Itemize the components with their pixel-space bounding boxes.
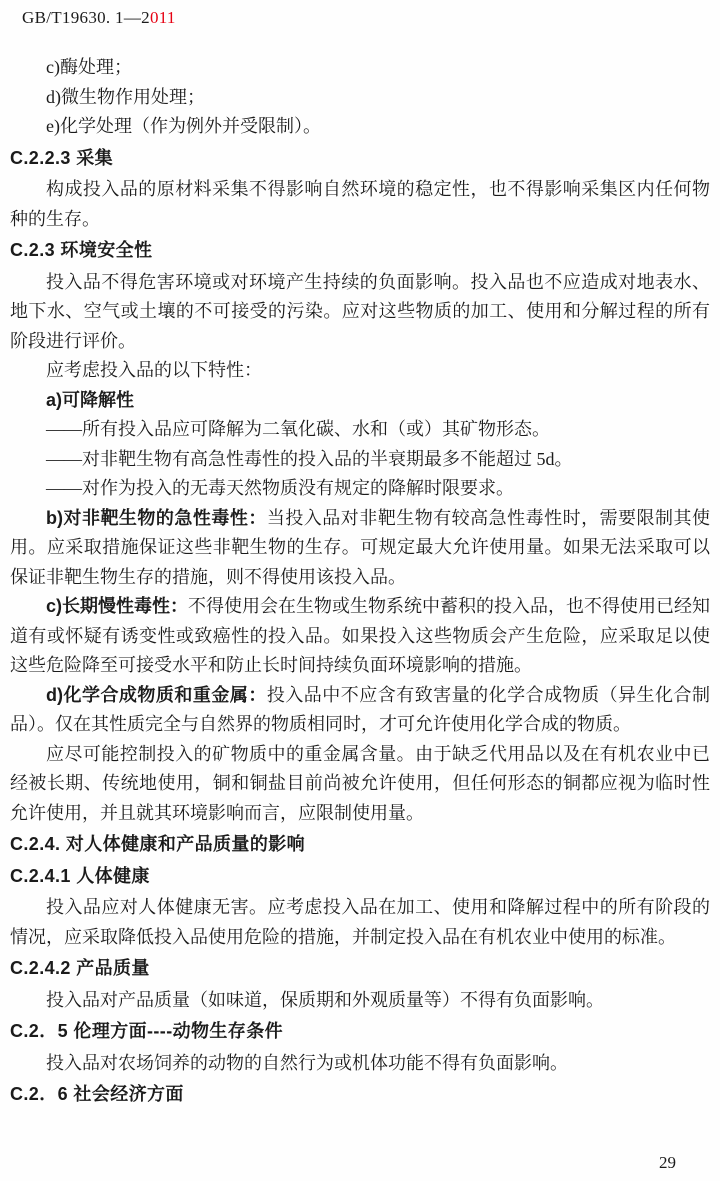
paragraph: [10, 592, 710, 681]
section-heading: C.2.4. 对人体健康和产品质量的影响: [10, 834, 306, 854]
dash-item: ——对作为投入的无毒天然物质没有规定的降解时限要求。: [46, 478, 514, 498]
section-heading: C.2.3 环境安全性: [10, 240, 153, 260]
paragraph-text: 不得使用会在生物或生物系统中蓄积的投入品，也不得使用已经知道有或怀疑有诱变性或致癌性的投入品。如果投入这些物质会产生危险，应采取足以使这些危险降至可接受水平和防止长时间持续负面环境影响的措施。: [10, 596, 711, 675]
paragraph: [10, 504, 710, 593]
paragraph: 构成投入品的原材料采集不得影响自然环境的稳定性，也不得影响采集区内任何物种的生存。: [10, 179, 710, 229]
section-heading: C.2．6 社会经济方面: [10, 1084, 184, 1104]
dash-item: ——对非靶生物有高急性毒性的投入品的半衰期最多不能超过 5d。: [46, 448, 573, 469]
sub-heading: a)可降解性: [46, 389, 135, 410]
standard-code-red: 011: [149, 8, 176, 27]
paragraph-text: 当投入品对非靶生物有较高急性毒性时，需要限制其使用。应采取措施保证这些非靶生物的生存。可规定最大允许使用量。如果无法采取可以保证非靶生物生存的措施，则不得使用该投入品。: [10, 507, 710, 587]
paragraph-lead: b)对非靶生物的急性毒性：: [46, 507, 267, 528]
paragraph-lead: c)长期慢性毒性：: [46, 596, 189, 616]
standard-code: [22, 8, 176, 28]
paragraph-lead: d)化学合成物质和重金属：: [46, 684, 267, 705]
section-heading: C.2.2.3 采集: [10, 147, 114, 168]
standard-code-black: GB/T19630. 1—2: [22, 8, 150, 27]
paragraph: 应考虑投入品的以下特性：: [46, 360, 262, 380]
dash-item: ——所有投入品应可降解为二氧化碳、水和（或）其矿物形态。: [46, 419, 550, 439]
paragraph: 投入品应对人体健康无害。应考虑投入品在加工、使用和降解过程中的所有阶段的情况，应采取降低投入品使用危险的措施，并制定投入品在有机农业中使用的标准。: [10, 897, 710, 947]
paragraph: 投入品不得危害环境或对环境产生持续的负面影响。投入品也不应造成对地表水、地下水、空气或土壤的不可接受的污染。应对这些物质的加工、使用和分解过程的所有阶段进行评价。: [10, 271, 710, 351]
section-heading: C.2．5 伦理方面----动物生存条件: [10, 1021, 283, 1041]
section-heading: C.2.4.1 人体健康: [10, 865, 150, 886]
list-item: d)微生物作用处理；: [46, 86, 205, 107]
section-heading: C.2.4.2 产品质量: [10, 958, 150, 978]
paragraph: [10, 681, 710, 740]
paragraph-text: 投入品中不应含有致害量的化学合成物质（异生化合制品）。仅在其性质完全与自然界的物质相同时，才可允许使用化学合成的物质。: [10, 684, 710, 734]
page-number: 29: [659, 1153, 676, 1172]
paragraph: 投入品对农场饲养的动物的自然行为或机体功能不得有负面影响。: [46, 1052, 568, 1073]
list-item: e)化学处理（作为例外并受限制）。: [46, 116, 321, 136]
list-item: c)酶处理；: [46, 57, 132, 77]
paragraph: 投入品对产品质量（如味道，保质期和外观质量等）不得有负面影响。: [46, 989, 604, 1010]
document-body: [10, 53, 710, 1112]
paragraph: 应尽可能控制投入的矿物质中的重金属含量。由于缺乏代用品以及在有机农业中已经被长期、传统地使用，铜和铜盐目前尚被允许使用，但任何形态的铜都应视为临时性允许使用，并且就其环境影响而言，应限制使用量。: [10, 743, 710, 823]
